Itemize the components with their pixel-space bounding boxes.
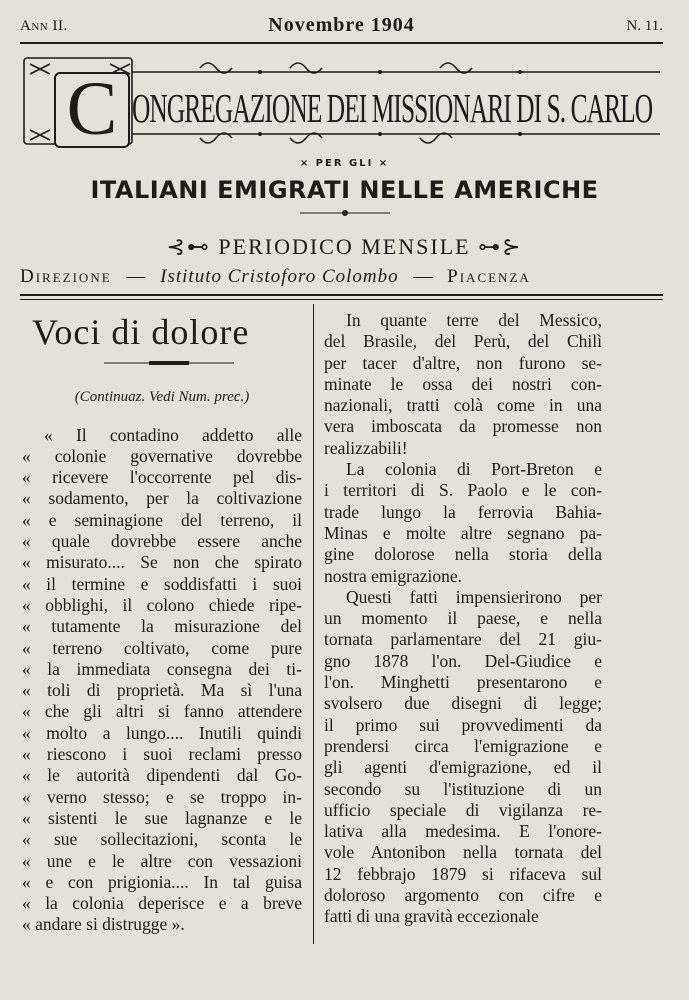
text-line: Minas e molte altre segnano pa- — [324, 522, 602, 543]
direzione-dash-1: — — [126, 266, 146, 287]
right-column-text — [324, 310, 602, 928]
text-line: fatti di una gravità eccezionale — [324, 906, 539, 927]
text-line: il primo sui provvedimenti da — [324, 714, 602, 735]
text-line: « e con prigionia.... In tal guisa — [22, 871, 302, 892]
text-line: « le autorità dipendenti dal Go- — [22, 765, 302, 786]
subtitle-ornament — [300, 208, 390, 218]
text-line: « che gli altri si fanno attendere — [22, 701, 302, 722]
text-line: « terreno coltivato, come pure — [22, 637, 302, 658]
text-line: « sue sollecitazioni, sconta le — [22, 829, 302, 850]
title-ornament — [104, 358, 234, 368]
periodico-label: PERIODICO MENSILE — [218, 234, 471, 259]
column-divider — [313, 304, 314, 944]
periodico-line — [0, 234, 689, 260]
left-flourish-icon: ⊰⊷ — [166, 234, 219, 259]
masthead-title: ONGREGAZIONE DEI MISSIONARI DI S. CARLO — [132, 85, 653, 131]
direzione-label: Direzione — [20, 266, 112, 287]
direzione-place: Istituto Cristoforo Colombo — [160, 266, 399, 287]
text-line: « ricevere l'occorrente pel dis- — [22, 467, 302, 488]
text-line: prendersi circa l'emigrazione e — [324, 735, 602, 756]
text-line: gine dolorose nella storia della — [324, 544, 602, 565]
text-line: La colonia di Port-Breton e — [346, 459, 602, 480]
text-line: gno 1878 l'on. Del-Giudice e — [324, 650, 602, 671]
right-flourish-icon: ⊶⊱ — [478, 234, 523, 259]
text-line: vole Antonibon nella tornata del — [324, 842, 602, 863]
text-line: « verno stesso; e se troppo in- — [22, 786, 302, 807]
issue-header — [20, 14, 663, 40]
text-line: Questi fatti impensierirono per — [346, 586, 602, 607]
per-gli-label: × PER GLI × — [299, 158, 390, 169]
text-line: minate le ossa dei nostri con- — [324, 373, 602, 394]
header-rule — [20, 42, 663, 44]
text-line: ufficio speciale di vigilanza re- — [324, 799, 602, 820]
text-line: trade lungo la ferrovia Bahia- — [324, 501, 602, 522]
text-line: « molto a lungo.... Inutili quindi — [22, 722, 302, 743]
text-line: « sodamento, per la coltivazione — [22, 488, 302, 509]
text-line: « obblighi, il colono chiede ripe- — [22, 594, 302, 615]
issue-date: Novembre 1904 — [268, 14, 415, 36]
text-line: nazionali, tratti colà come in una — [324, 395, 602, 416]
left-column — [22, 310, 302, 936]
text-line: doloroso argomento con cifre e — [324, 885, 602, 906]
text-line: i territori di S. Paolo e le con- — [324, 480, 602, 501]
text-line: gli agenti d'emigrazione, ed il — [324, 757, 602, 778]
masthead-rule-thin — [20, 299, 663, 300]
direzione-dash-2: — — [413, 266, 433, 287]
issue-number: N. 11. — [626, 18, 663, 34]
text-line: l'on. Minghetti presentarono e — [324, 672, 602, 693]
text-line: « la colonia deperisce e a breve — [22, 893, 302, 914]
text-line: « tutamente la misurazione del — [22, 616, 302, 637]
left-column-text — [22, 425, 302, 936]
text-line: « une e le altre con vessazioni — [22, 850, 302, 871]
direzione-city: Piacenza — [447, 266, 531, 287]
text-line: tornata parlamentare del 21 giu- — [324, 629, 602, 650]
masthead-subtitle: ITALIANI EMIGRATI NELLE AMERICHE — [90, 176, 599, 204]
right-column — [324, 310, 602, 928]
text-line: In quante terre del Messico, — [346, 310, 602, 330]
text-line: realizzabili! — [324, 437, 408, 458]
issue-year: Ann II. — [20, 18, 68, 34]
text-line: 12 febbrajo 1879 si rifaceva sul — [324, 863, 602, 884]
text-line: « il termine e soddisfatti i suoi — [22, 573, 302, 594]
masthead — [20, 50, 663, 160]
text-line: « Il contadino addetto alle — [44, 424, 302, 445]
text-line: un momento il paese, e nella — [324, 608, 602, 629]
text-line: « andare si distrugge ». — [22, 914, 185, 935]
text-line: « e seminagione del terreno, il — [22, 509, 302, 530]
text-line: del Brasile, del Perù, del Chilì — [324, 331, 602, 352]
text-line: svolsero due disegni di legge; — [324, 693, 602, 714]
masthead-rule — [20, 294, 663, 296]
text-line: « misurato.... Se non che spirato — [22, 552, 302, 573]
article-title: Voci di dolore — [32, 312, 250, 352]
text-line: « riescono i suoi reclami presso — [22, 744, 302, 765]
continuation-note: (Continuaz. Vedi Num. prec.) — [74, 389, 250, 406]
text-line: nostra emigrazione. — [324, 565, 463, 586]
direzione-line — [20, 266, 663, 288]
text-line: « colonie governative dovrebbe — [22, 445, 302, 466]
masthead-initial: C — [54, 72, 130, 148]
text-line: per tacer d'altre, non furono se- — [324, 352, 602, 373]
text-line: « quale dovrebbe essere anche — [22, 531, 302, 552]
text-line: « toli di proprietà. Ma sì l'una — [22, 680, 302, 701]
text-line: « la immediata consegna dei ti- — [22, 658, 302, 679]
text-line: lativa alla medesima. E l'onore- — [324, 821, 602, 842]
text-line: vera imboscata da promesse non — [324, 416, 602, 437]
text-line: secondo su l'istituzione di un — [324, 778, 602, 799]
text-line: « sistenti le sue lagnanze e le — [22, 807, 302, 828]
